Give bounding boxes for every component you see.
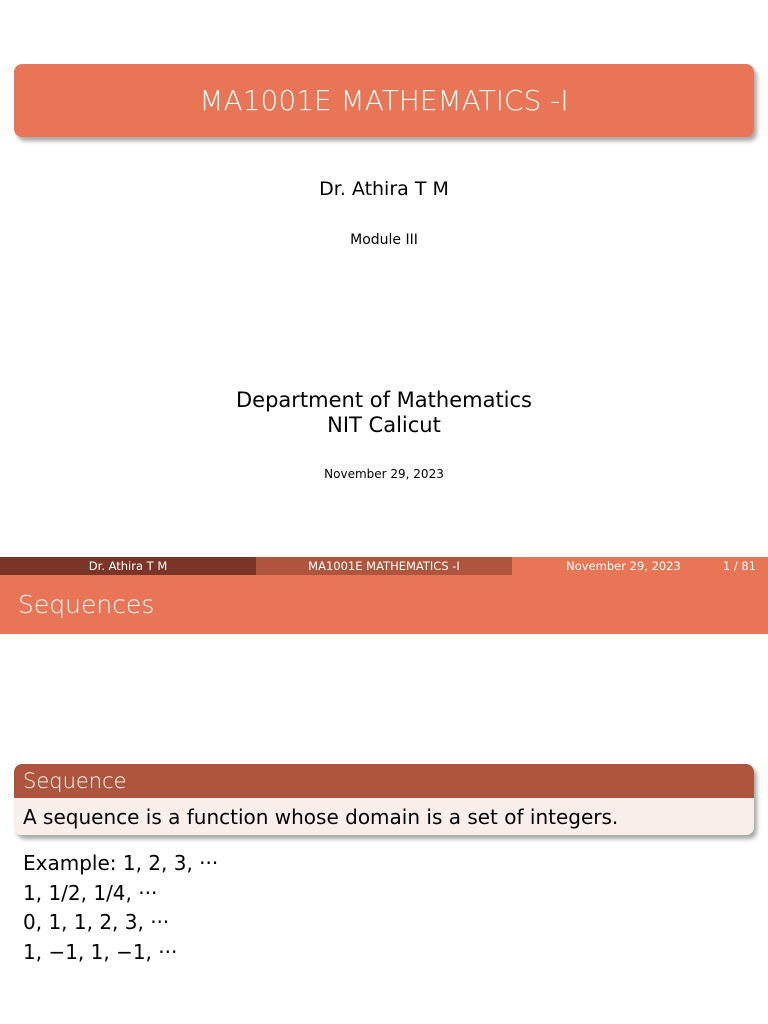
institute-line: NIT Calicut bbox=[327, 413, 441, 437]
footline-title bbox=[256, 557, 512, 575]
block-body: A sequence is a function whose domain is a set of integers. bbox=[14, 798, 754, 835]
institute bbox=[0, 388, 768, 438]
department-line: Department of Mathematics bbox=[236, 388, 532, 412]
example-line: 0, 1, 1, 2, 3, ··· bbox=[23, 910, 170, 934]
footline-date: November 29, 2023 bbox=[566, 559, 681, 573]
presentation-title: MA1001E MATHEMATICS -I bbox=[199, 84, 569, 117]
block-title: Sequence bbox=[14, 764, 754, 798]
presentation-date: November 29, 2023 bbox=[324, 467, 444, 481]
frame-title-bar bbox=[0, 575, 768, 634]
author-name: Dr. Athira T M bbox=[319, 178, 449, 200]
frame-title: Sequences bbox=[18, 590, 155, 619]
example-line: Example: 1, 2, 3, ··· bbox=[23, 851, 219, 875]
module-subtitle: Module III bbox=[350, 232, 418, 248]
definition-block bbox=[14, 764, 754, 835]
footline-title-text: MA1001E MATHEMATICS -I bbox=[308, 559, 460, 573]
page-number: 1 / 81 bbox=[722, 559, 756, 573]
title-box bbox=[14, 64, 754, 137]
footline-author bbox=[0, 557, 256, 575]
footline-date-page bbox=[512, 557, 768, 575]
example-line: 1, −1, 1, −1, ··· bbox=[23, 939, 178, 964]
footline-author-text: Dr. Athira T M bbox=[88, 559, 168, 573]
footline bbox=[0, 557, 768, 575]
example-line: 1, 1/2, 1/4, ··· bbox=[23, 880, 158, 905]
examples-list bbox=[23, 849, 218, 967]
